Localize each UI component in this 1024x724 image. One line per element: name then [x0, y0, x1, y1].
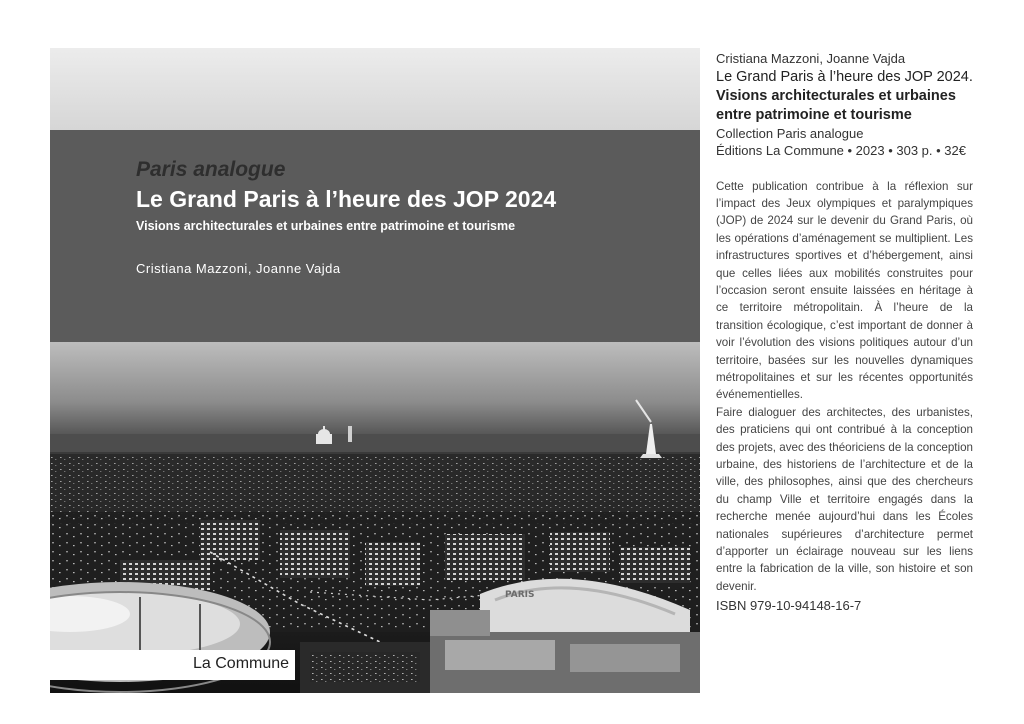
cover-title-band [50, 130, 700, 342]
info-edition: Éditions La Commune • 2023 • 303 p. • 32€ [716, 143, 966, 158]
publisher-box [50, 650, 295, 680]
cover-photo-paris-night [50, 342, 700, 693]
book-cover [50, 48, 700, 693]
cover-subtitle: Visions architecturales et urbaines entre patrimoine et tourisme [136, 219, 516, 233]
publisher-name: La Commune [193, 655, 290, 672]
info-title-line-1: Le Grand Paris à l’heure des JOP 2024. [716, 68, 973, 85]
info-title-line-3: entre patrimoine et tourisme [716, 106, 912, 123]
book-description [716, 178, 973, 596]
cover-sky [50, 48, 700, 130]
info-collection: Collection Paris analogue [716, 125, 864, 141]
description-paragraph-1: Cette publication contribue à la réflexion sur l’impact des Jeux olympiques et paralympiques (JOP) de 2024 sur le devenir du Grand Paris, où les opérations d’aménagement se multiplient. Les infrastructures sportives et d’hébergement, ainsi que celles liées aux mobilités construites pour l’occasion seront ensuite laissées en héritage à ce territoire métropolitain. À l’heure de la transition écologique, c’est important de donner à voir l’évolution des visions politiques autour d’un territoire, basées sur les nouvelles dynamiques métropolitaines et sur les récentes opportunités événementielles. [716, 179, 973, 402]
isbn: ISBN 979-10-94148-16-7 [716, 598, 862, 614]
cover-collection-name: Paris analogue [136, 158, 286, 181]
info-title-line-2: Visions architecturales et urbaines [716, 87, 956, 104]
cover-authors: Cristiana Mazzoni, Joanne Vajda [136, 261, 341, 276]
description-paragraph-2: Faire dialoguer des architectes, des urbanistes, des praticiens qui ont contribué à la conception des projets, avec des théoriciens de la conception urbaine, des historiens de l’architecture et de la ville, des philosophes, ainsi que des chercheurs du champ Ville et territoire engagés dans la recherche menée aujourd’hui dans les Écoles nationales supérieures d’architecture permet d’apporter un éclairage nouveau sur les liens entre la fabrication de la ville, son histoire et son devenir. [716, 405, 973, 593]
arena-sign: PARIS [505, 590, 535, 600]
book-info [716, 50, 976, 613]
cover-title: Le Grand Paris à l’heure des JOP 2024 [136, 186, 557, 212]
info-authors: Cristiana Mazzoni, Joanne Vajda [716, 51, 906, 66]
